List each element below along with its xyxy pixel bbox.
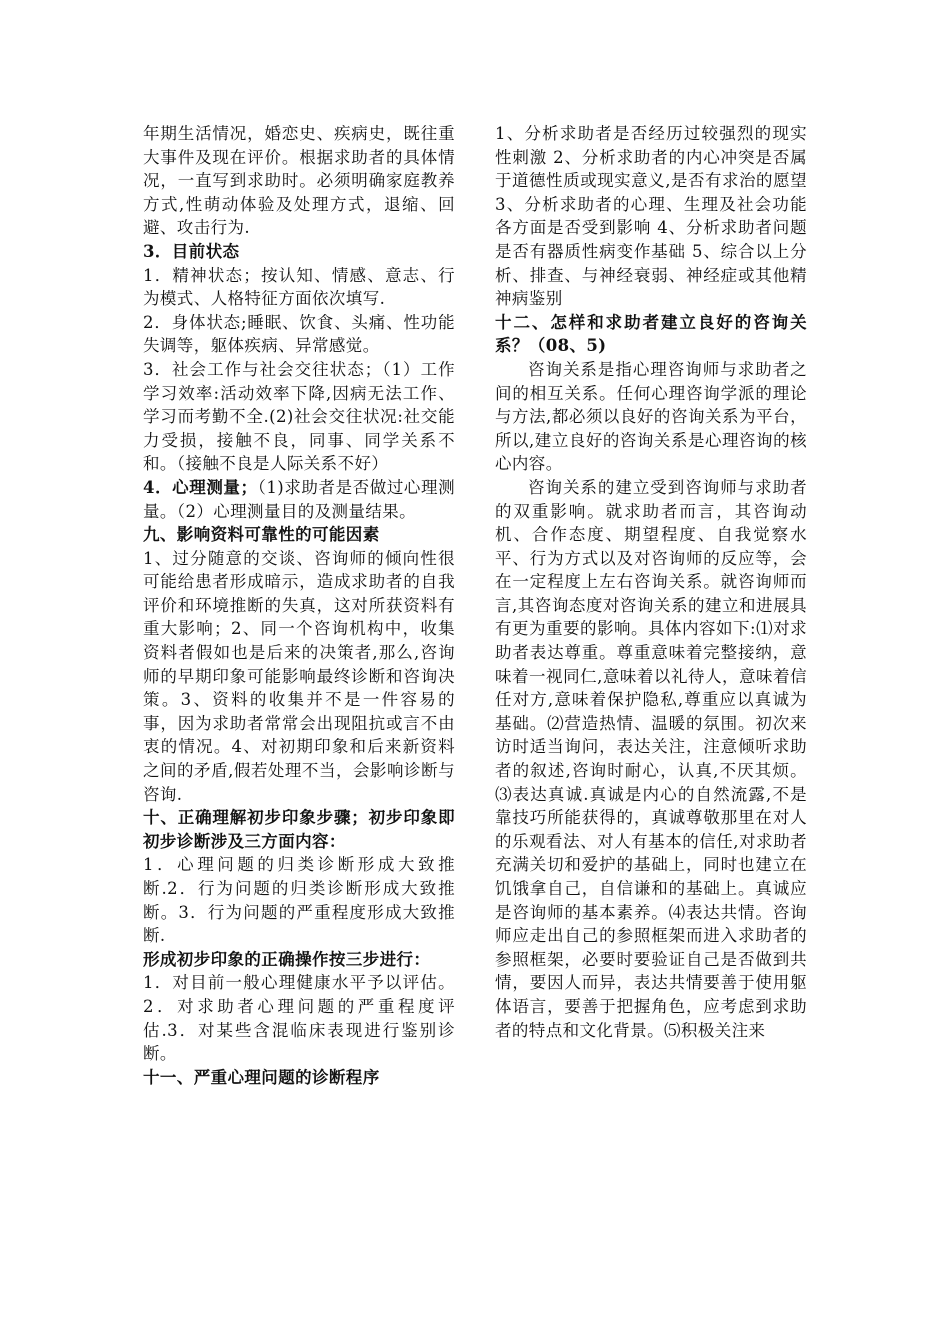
paragraph-section-ten: 1．心理问题的归类诊断形成大致推断.2．行为问题的归类诊断形成大致推断。3．行为问题的严重程度形成大致推断.: [143, 855, 455, 946]
paragraph-section-twelve-details: 咨询关系的建立受到咨询师与求助者的双重影响。就求助者而言，其咨询动机、合作态度、期望程度、自我觉察水平、行为方式以及对咨询师的反应等，会在一定程度上左右咨询关系。就咨询师而言,其咨询态度对咨询关系的建立和进展具有更为重要的影响。具体内容如下:⑴对求助者表达尊重。尊重意味着完整接纳，意味着一视同仁,意味着以礼待人，意味着信任对方,意味着保护隐私,尊重应以真诚为基础。⑵营造热情、温暖的氛围。初次来访时适当询问，表达关注，注意倾听求助者的叙述,咨询时耐心，认真,不厌其烦。⑶表达真诚.真诚是内心的自然流露,不是靠技巧所能获得的，真诚尊敬那里在对人的乐观看法、对人有基本的信任,对求助者充满关切和爱护的基础上，同时也建立在饥饿拿自己，自信谦和的基础上。真诚应是咨询师的基本素养。⑷表达共情。咨询师应走出自己的参照框架而进入求助者的参照框架，必要时要验证自己是否做到共情，要因人而异，表达共情要善于使用躯体语言，要善于把握角色，应考虑到求助者的特点和文化背景。⑸积极关注来: [495, 477, 807, 1040]
paragraph-section-twelve-intro: 咨询关系是指心理咨询师与求助者之间的相互关系。任何心理咨询学派的理论与方法,都必须以良好的咨询关系为平台，所以,建立良好的咨询关系是心理咨询的核心内容。: [495, 359, 807, 474]
paragraph-section-eleven: 1、分析求助者是否经历过较强烈的现实性刺激 2、分析求助者的内心冲突是否属于道德性质或现实意义,是否有求治的愿望 3、分析求助者的心理、生理及社会功能各方面是否受到影响 4、分析求助者问题是否有器质性病变作基础 5、综合以上分析、排查、与神经衰弱、神经症或其他精神病鉴别: [495, 124, 807, 309]
paragraph-psych-test: [143, 476, 455, 523]
paragraph-mental-state: 1．精神状态；按认知、情感、意志、行为模式、人格特征方面依次填写.: [143, 265, 455, 309]
paragraph-section-nine: 1、过分随意的交谈、咨询师的倾向性很可能给患者形成暗示，造成求助者的自我评价和环境推断的失真，这对所获资料有重大影响；2、同一个咨询机构中，收集资料者假如也是后来的决策者,那么,咨询师的早期印象可能影响最终诊断和咨询决策。3、资料的收集并不是一件容易的事，因为求助者常常会出现阻抗或言不由衷的情况。4、对初期印象和后来新资料之间的矛盾,假若处理不当，会影响诊断与咨询.: [143, 548, 455, 804]
right-column: [495, 122, 807, 1042]
heading-current-state: 3．目前状态: [143, 241, 240, 261]
psych-test-label: 4．心理测量；: [143, 477, 258, 497]
paragraph-background-history: 年期生活情况，婚恋史、疾病史，既往重大事件及现在评价。根据求助者的具体情况，一直写到求助时。必须明确家庭教养方式,性萌动体验及处理方式，退缩、回避、攻击行为.: [143, 124, 455, 238]
heading-section-ten-steps: 形成初步印象的正确操作按三步进行：: [143, 949, 431, 969]
paragraph-physical-state: 2．身体状态;睡眠、饮食、头痛、性功能失调等，躯体疾病、异常感觉。: [143, 312, 455, 356]
heading-section-ten: 十、正确理解初步印象步骤；初步印象即初步诊断涉及三方面内容：: [143, 808, 455, 851]
paragraph-section-ten-steps: 1．对目前一般心理健康水平予以评估。2．对求助者心理问题的严重程度评估.3．对某些含混临床表现进行鉴别诊断。: [143, 973, 455, 1064]
heading-section-twelve: 十二、怎样和求助者建立良好的咨询关系？（08、5): [495, 312, 807, 356]
psych-test-text: （1)求助者是否做过心理测量。（2）心理测量目的及测量结果。: [143, 477, 455, 521]
heading-section-nine: 九、影响资料可靠性的可能因素: [143, 525, 380, 545]
paragraph-social-state: 3．社会工作与社会交往状态；（1）工作学习效率:活动效率下降,因病无法工作、学习而考勤不全.(2)社会交往状况:社交能力受损，接触不良，同事、同学关系不和。（接触不良是人际关系不好）: [143, 359, 455, 474]
heading-section-eleven: 十一、严重心理问题的诊断程序: [143, 1067, 380, 1087]
left-column: [143, 122, 455, 1089]
